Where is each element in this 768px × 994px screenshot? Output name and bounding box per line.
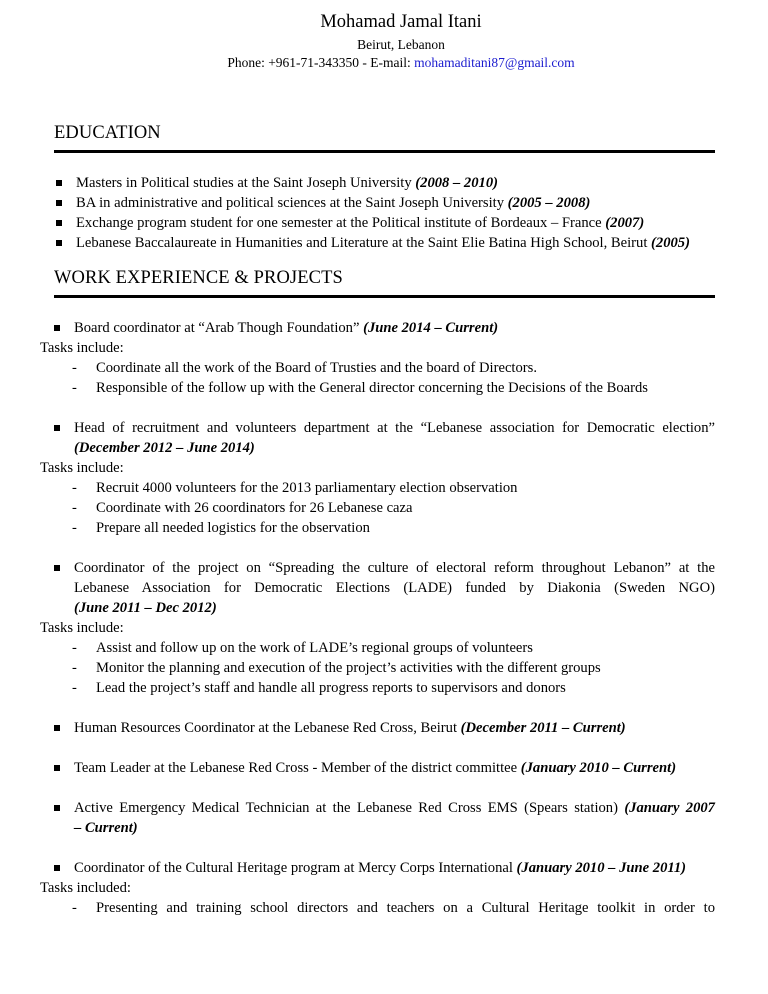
resume-header	[0, 10, 768, 72]
work-entry-dates: (June 2011 – Dec 2012)	[74, 600, 217, 616]
task-item: - Lead the project’s staff and handle all progress reports to supervisors and donors	[72, 680, 566, 696]
contact-line	[34, 54, 768, 72]
bullet-icon	[54, 765, 60, 771]
task-item: - Coordinate all the work of the Board of Trusties and the board of Directors.	[72, 360, 537, 376]
work-section	[40, 266, 715, 918]
education-item: BA in administrative and political sciences at the Saint Joseph University (2005 – 2008)	[54, 193, 715, 213]
work-entry: Active Emergency Medical Technician at the Lebanese Red Cross EMS (Spears station) (January 2007	[52, 798, 715, 818]
bullet-icon	[54, 565, 60, 571]
education-item: Masters in Political studies at the Saint Joseph University (2008 – 2010)	[54, 173, 715, 193]
work-entry-line: Lebanese Association for Democratic Elections (LADE) funded by Diakonia (Sweden NGO)	[74, 580, 715, 596]
work-title: WORK EXPERIENCE & PROJECTS	[54, 268, 343, 288]
task-item: - Coordinate with 26 coordinators for 26 Lebanese caza	[72, 500, 413, 516]
work-entry: Coordinator of the project on “Spreading the culture of electoral reform throughout Lebanon” at the	[52, 558, 715, 578]
bullet-icon	[54, 725, 60, 731]
tasks-label: Tasks include:	[40, 340, 124, 356]
bullet-icon	[56, 180, 62, 186]
bullet-icon	[56, 220, 62, 226]
work-entry-dates: – Current)	[74, 820, 138, 836]
tasks-label: Tasks include:	[40, 620, 124, 636]
work-entry: Coordinator of the Cultural Heritage program at Mercy Corps International (January 2010 – June 2011)	[52, 858, 715, 878]
task-item: - Recruit 4000 volunteers for the 2013 parliamentary election observation	[72, 480, 518, 496]
work-entries	[40, 318, 715, 918]
email-link[interactable]: mohamaditani87@gmail.com	[414, 55, 575, 70]
work-entry: Head of recruitment and volunteers department at the “Lebanese association for Democratic election”	[52, 418, 715, 438]
candidate-name: Mohamad Jamal Itani	[320, 12, 482, 32]
bullet-icon	[54, 805, 60, 811]
task-item: - Monitor the planning and execution of the project’s activities with the different groups	[72, 660, 601, 676]
tasks-label: Tasks include:	[40, 460, 124, 476]
work-entry: Team Leader at the Lebanese Red Cross - Member of the district committee (January 2010 – Current)	[52, 758, 715, 778]
work-entry: Board coordinator at “Arab Though Foundation” (June 2014 – Current)	[52, 318, 715, 338]
task-item: - Assist and follow up on the work of LADE’s regional groups of volunteers	[72, 640, 533, 656]
section-divider	[54, 295, 715, 298]
education-item: Exchange program student for one semester at the Political institute of Bordeaux – France (2007)	[54, 213, 715, 233]
education-list	[54, 173, 715, 253]
bullet-icon	[54, 865, 60, 871]
task-item: - Prepare all needed logistics for the observation	[72, 520, 370, 536]
bullet-icon	[56, 240, 62, 246]
work-entry-dates: (December 2012 – June 2014)	[74, 440, 255, 456]
education-item: Lebanese Baccalaureate in Humanities and Literature at the Saint Elie Batina High School, Beirut (2005)	[54, 233, 715, 253]
bullet-icon	[54, 325, 60, 331]
candidate-location: Beirut, Lebanon	[357, 37, 445, 52]
education-section	[54, 121, 715, 253]
bullet-icon	[56, 200, 62, 206]
task-item: - Responsible of the follow up with the General director concerning the Decisions of the Boards	[72, 380, 648, 396]
phone-text: Phone: +961-71-343350 - E-mail:	[227, 55, 415, 70]
bullet-icon	[54, 425, 60, 431]
tasks-label: Tasks included:	[40, 880, 131, 896]
section-divider	[54, 150, 715, 153]
work-entry: Human Resources Coordinator at the Lebanese Red Cross, Beirut (December 2011 – Current)	[52, 718, 715, 738]
task-item: - Presenting and training school directors and teachers on a Cultural Heritage toolkit in order to	[72, 900, 715, 916]
education-title: EDUCATION	[54, 123, 161, 143]
